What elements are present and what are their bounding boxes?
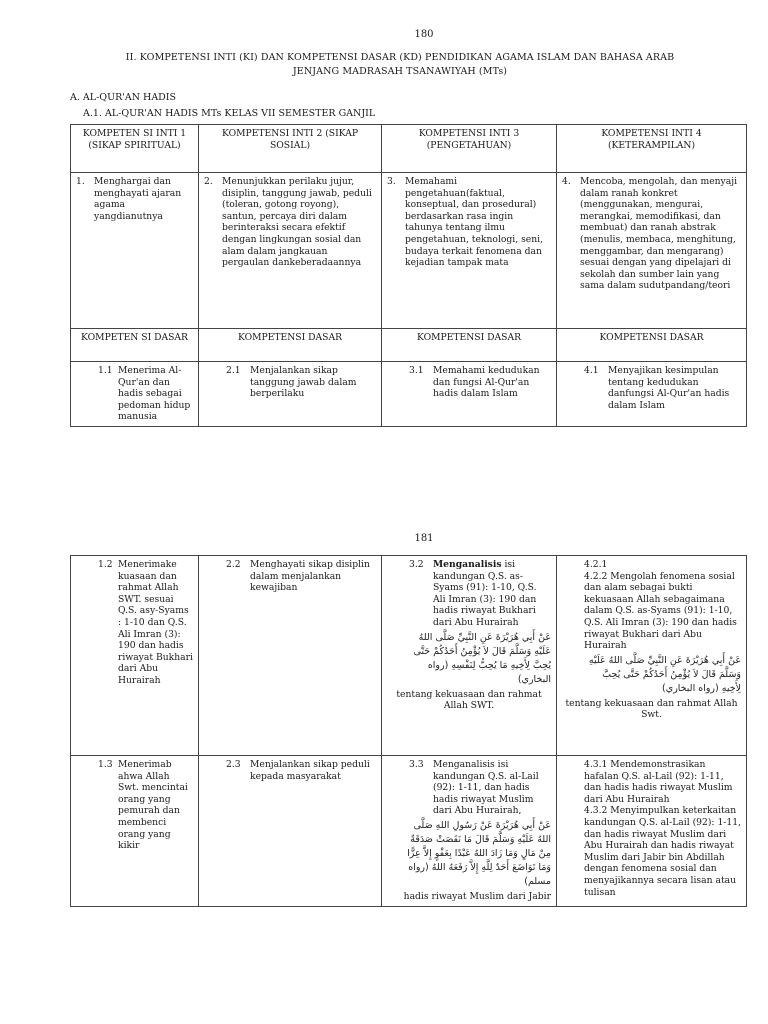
kd-1-1-cell xyxy=(71,362,199,427)
kd-4-1-text: Menyajikan kesimpulan tentang kedudukan danfungsi Al-Qur'an hadis dalam Islam xyxy=(608,365,730,411)
kd-row-1-3 xyxy=(71,756,747,907)
kd-2-3-cell xyxy=(199,756,382,907)
hadith-arabic-text: عَنْ أَبِي هُرَيْرَةَ عَنِ النَّبِيِّ صَلَّى اللهُ عَلَيْهِ وَسَلَّمَ قَالَ لاَ يُؤْمِنُ أَحَدُكُمْ حَتَّى يُحِبَّ لِأَخِيهِ (رواه البخاري) xyxy=(588,654,741,694)
kd-2-1-cell xyxy=(199,362,382,427)
document-heading: II. KOMPETENSI INTI (KI) DAN KOMPETENSI DASAR (KD) PENDIDIKAN AGAMA ISLAM DAN BAHASA ARAB xyxy=(125,52,675,63)
page-number: 181 xyxy=(414,533,434,544)
kd-4-2-closing: tentang kekuasaan dan rahmat Allah Swt. xyxy=(565,697,738,721)
ki3-cell xyxy=(382,173,557,329)
ki2-header: KOMPETENSI INTI 2 (SIKAP SOSIAL) xyxy=(199,125,382,173)
ki4-cell xyxy=(557,173,747,329)
ki2-number: 2. xyxy=(204,176,213,187)
kd-2-1-number: 2.1 xyxy=(226,365,241,376)
ki1-text: Menghargai dan menghayati ajaran agama yangdianutnya xyxy=(94,176,182,222)
kd-1-3-cell xyxy=(71,756,199,907)
kd-2-3-number: 2.3 xyxy=(226,759,241,770)
kd-1-2-number: 1.2 xyxy=(98,559,113,570)
kd4-header: KOMPETENSI DASAR xyxy=(557,329,747,362)
kd-3-1-cell xyxy=(382,362,557,427)
kd-4-2-cell xyxy=(557,556,747,756)
hadith-arabic-text: عَنْ أَبِي هُرَيْرَةَ عَنِ النَّبِيِّ صَلَّى اللهُ عَلَيْهِ وَسَلَّمَ قَالَ لاَ يُؤْمِنُ أَحَدُكُمْ حَتَّى يُحِبَّ لِأَخِيهِ مَا يُحِبُّ لِنَفْسِهِ (رواه البخاري) xyxy=(413,631,551,685)
kd1-header: KOMPETEN SI DASAR xyxy=(71,329,199,362)
competency-table-1 xyxy=(70,124,747,427)
ki-header-row xyxy=(71,125,747,173)
ki1-cell xyxy=(71,173,199,329)
ki2-text: Menunjukkan perilaku jujur, disiplin, tanggung jawab, peduli (toleran, gotong royong), santun, percaya diri dalam berinteraksi secara efektif dengan lingkungan sosial dan alam dalam jangkauan pergaulan dankeberadaannya xyxy=(222,176,372,269)
kd-3-2-keyword: Menganalisis xyxy=(433,559,502,570)
ki3-text: Memahami pengetahuan(faktual, konseptual, dan prosedural) berdasarkan rasa ingin tahunya tentang ilmu pengetahuan, teknologi, seni, budaya terkait fenomena dan kejadian tampak mata xyxy=(405,176,543,269)
kd-2-3-text: Menjalankan sikap peduli kepada masyarakat xyxy=(250,759,370,782)
ki3-number: 3. xyxy=(387,176,396,187)
kd-4-3-cell xyxy=(557,756,747,907)
ki2-cell xyxy=(199,173,382,329)
kd-3-1-text: Memahami kedudukan dan fungsi Al-Qur'an hadis dalam Islam xyxy=(433,365,540,400)
kd-header-row xyxy=(71,329,747,362)
kd-2-2-number: 2.2 xyxy=(226,559,241,570)
kd-3-3-text: Menganalisis isi kandungan Q.S. al-Lail (92): 1-11, dan hadis hadis riwayat Muslim dari Abu Hurairah, xyxy=(433,759,539,817)
ki1-number: 1. xyxy=(76,176,85,187)
kd-4-2-2-text: 4.2.2 Mengolah fenomena sosial dan alam sebagai bukti kekuasaan Allah sebagaimana dalam Q.S. as-Syams (91): 1-10, Q.S. Ali Imran (3): 190 dan hadis riwayat Bukhari dari Abu Hurairah xyxy=(584,570,737,652)
kd-1-1-number: 1.1 xyxy=(98,365,113,376)
kd-1-3-text: Menerimab ahwa Allah Swt. mencintai orang yang pemurah dan membenci orang yang kikir xyxy=(118,759,188,852)
ki1-header: KOMPETEN SI INTI 1 (SIKAP SPIRITUAL) xyxy=(71,125,199,173)
ki3-header: KOMPETENSI INTI 3 (PENGETAHUAN) xyxy=(382,125,557,173)
kd3-header: KOMPETENSI DASAR xyxy=(382,329,557,362)
kd-1-2-cell xyxy=(71,556,199,756)
kd-4-1-cell xyxy=(557,362,747,427)
section-title: A. AL-QUR'AN HADIS xyxy=(70,92,177,103)
ki4-text: Mencoba, mengolah, dan menyaji dalam ranah konkret (menggunakan, mengurai, merangkai, memodifikasi, dan membuat) dan ranah abstrak (menulis, membaca, menghitung, menggambar, dan mengarang) sesuai dengan yang dipelajari di sekolah dan sumber lain yang sama dalam sudutpandang/teori xyxy=(580,176,738,292)
kd-content-row xyxy=(71,362,747,427)
document-subheading: JENJANG MADRASAH TSANAWIYAH (MTs) xyxy=(292,66,508,77)
kd-2-1-text: Menjalankan sikap tanggung jawab dalam berperilaku xyxy=(250,365,357,400)
kd-1-2-text: Menerimake kuasaan dan rahmat Allah SWT. sesuai Q.S. asy-Syams : 1-10 dan Q.S. Ali Imran (3): 190 dan hadis riwayat Bukhari dari Abu Hurairah xyxy=(118,559,193,686)
kd-2-2-text: Menghayati sikap disiplin dalam menjalankan kewajiban xyxy=(250,559,370,594)
ki4-header: KOMPETENSI INTI 4 (KETERAMPILAN) xyxy=(557,125,747,173)
ki4-number: 4. xyxy=(562,176,571,187)
kd-3-2-closing: tentang kekuasaan dan rahmat Allah SWT. xyxy=(396,688,542,712)
kd-4-3-1-text: 4.3.1 Mendemonstrasikan hafalan Q.S. al-Lail (92): 1-11, dan hadis hadis riwayat Muslim dari Abu Hurairah xyxy=(584,759,733,805)
kd-4-1-number: 4.1 xyxy=(584,365,599,376)
kd-2-2-cell xyxy=(199,556,382,756)
kd-row-1-2 xyxy=(71,556,747,756)
kd-3-2-cell xyxy=(382,556,557,756)
kd-4-3-2-text: 4.3.2 Menyimpulkan keterkaitan kandungan Q.S. al-Lail (92): 1-11, dan hadis riwayat Muslim dari Abu Hurairah dan hadis riwayat Muslim dari Jabir bin Abdillah dengan fenomena sosial dan menyajikannya secara lisan atau tulisan xyxy=(584,805,742,898)
kd-3-3-number: 3.3 xyxy=(409,759,424,770)
kd-4-2-1-text: 4.2.1 xyxy=(584,559,608,570)
hadith-arabic-text: عَنْ أَبِي هُرَيْرَةَ عَنْ رَسُولِ اللهِ صَلَّى اللهُ عَلَيْهِ وَسَلَّمَ قَالَ مَا نَقَصَتْ صَدَقَةٌ مِنْ مَالٍ وَمَا زَادَ اللهُ عَبْدًا بِعَفْوٍ إِلاَّ عِزًّا وَمَا تَوَاضَعَ أَحَدٌ لِلَّهِ إِلاَّ رَفَعَهُ اللهُ (رواه مسلم) xyxy=(407,819,551,887)
kd-3-2-number: 3.2 xyxy=(409,559,424,570)
kd-1-3-number: 1.3 xyxy=(98,759,113,770)
kd-1-1-text: Menerima Al-Qur'an dan hadis sebagai pedoman hidup manusia xyxy=(118,365,191,423)
competency-table-2 xyxy=(70,555,747,907)
page-number: 180 xyxy=(414,29,434,40)
kd-3-3-cell xyxy=(382,756,557,907)
subsection-title: A.1. AL-QUR'AN HADIS MTs KELAS VII SEMESTER GANJIL xyxy=(83,108,376,119)
kd2-header: KOMPETENSI DASAR xyxy=(199,329,382,362)
kd-3-3-closing: hadis riwayat Muslim dari Jabir xyxy=(403,890,551,902)
kd-3-2-text: isi kandungan Q.S. as-Syams (91): 1-10, Q.S. Ali Imran (3): 190 dan hadis riwayat Bukhari dari Abu Hurairah xyxy=(433,559,537,628)
kd-3-1-number: 3.1 xyxy=(409,365,424,376)
ki-content-row xyxy=(71,173,747,329)
